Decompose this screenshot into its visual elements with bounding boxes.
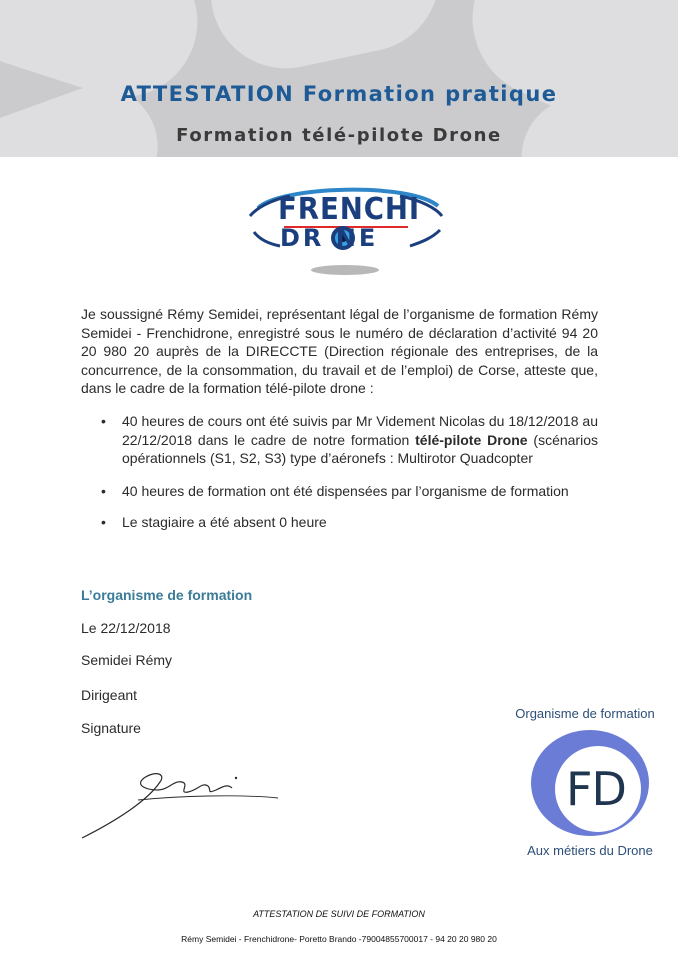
training-name: télé-pilote Drone bbox=[415, 431, 528, 448]
page-subtitle: Formation télé-pilote Drone bbox=[176, 125, 502, 146]
stamp-initials: FD bbox=[566, 762, 626, 816]
signatory-heading: L’organisme de formation bbox=[81, 587, 253, 603]
list-item-text: (scénarios opérationnels (S1, S2, S3) type d’aéronefs : Multirotor Quadcopter bbox=[122, 431, 598, 466]
header-decoration bbox=[197, 0, 453, 82]
header-band bbox=[0, 0, 678, 157]
handwritten-signature bbox=[78, 760, 288, 845]
page-title: ATTESTATION Formation pratique bbox=[120, 82, 558, 106]
list-item-text: 40 heures de cours ont été suivis par Mr Videment Nicolas du 18/12/2018 au 22/12/2018 dans le cadre de notre formation bbox=[122, 413, 598, 448]
list-item bbox=[81, 412, 598, 468]
bullet-icon: • bbox=[101, 514, 106, 530]
signatory-name: Semidei Rémy bbox=[81, 652, 173, 668]
stamp-caption-bottom: Aux métiers du Drone bbox=[527, 843, 653, 858]
frenchidrone-logo bbox=[240, 180, 450, 280]
logo-text-frenchi: FRENCHI bbox=[278, 192, 421, 227]
signatory-role: Dirigeant bbox=[81, 687, 138, 703]
list-item bbox=[81, 513, 598, 532]
footer-company-info: Rémy Semidei - Frenchidrone- Poretto Brando -79004855700017 - 94 20 20 980 20 bbox=[181, 934, 497, 944]
logo-text-drone: DR NE bbox=[280, 224, 379, 252]
list-item bbox=[81, 482, 598, 501]
bullet-icon: • bbox=[101, 482, 106, 499]
list-item-text: 40 heures de formation ont été dispensées par l’organisme de formation bbox=[122, 482, 569, 499]
stamp-caption-top: Organisme de formation bbox=[515, 706, 655, 721]
footer-title: ATTESTATION DE SUIVI DE FORMATION bbox=[253, 909, 425, 919]
list-item-text: Le stagiaire a été absent 0 heure bbox=[122, 514, 327, 530]
signature-date: Le 22/12/2018 bbox=[81, 620, 171, 636]
signature-label: Signature bbox=[81, 720, 141, 736]
bullet-icon: • bbox=[101, 413, 106, 429]
attestation-paragraph: Je soussigné Rémy Semidei, représentant légal de l’organisme de formation Rémy Semidei - Frenchidrone, enregistré sous le numéro de déclaration d’activité 94 20 20 980 20 auprès de la DIRECCTE (Direction régionale des entreprises, de la concurrence, de la consommation, du travail et de l’emploi) de Corse, atteste que, dans le cadre de la formation télé-pilote drone : bbox=[81, 306, 598, 396]
attestation-list bbox=[81, 412, 598, 532]
